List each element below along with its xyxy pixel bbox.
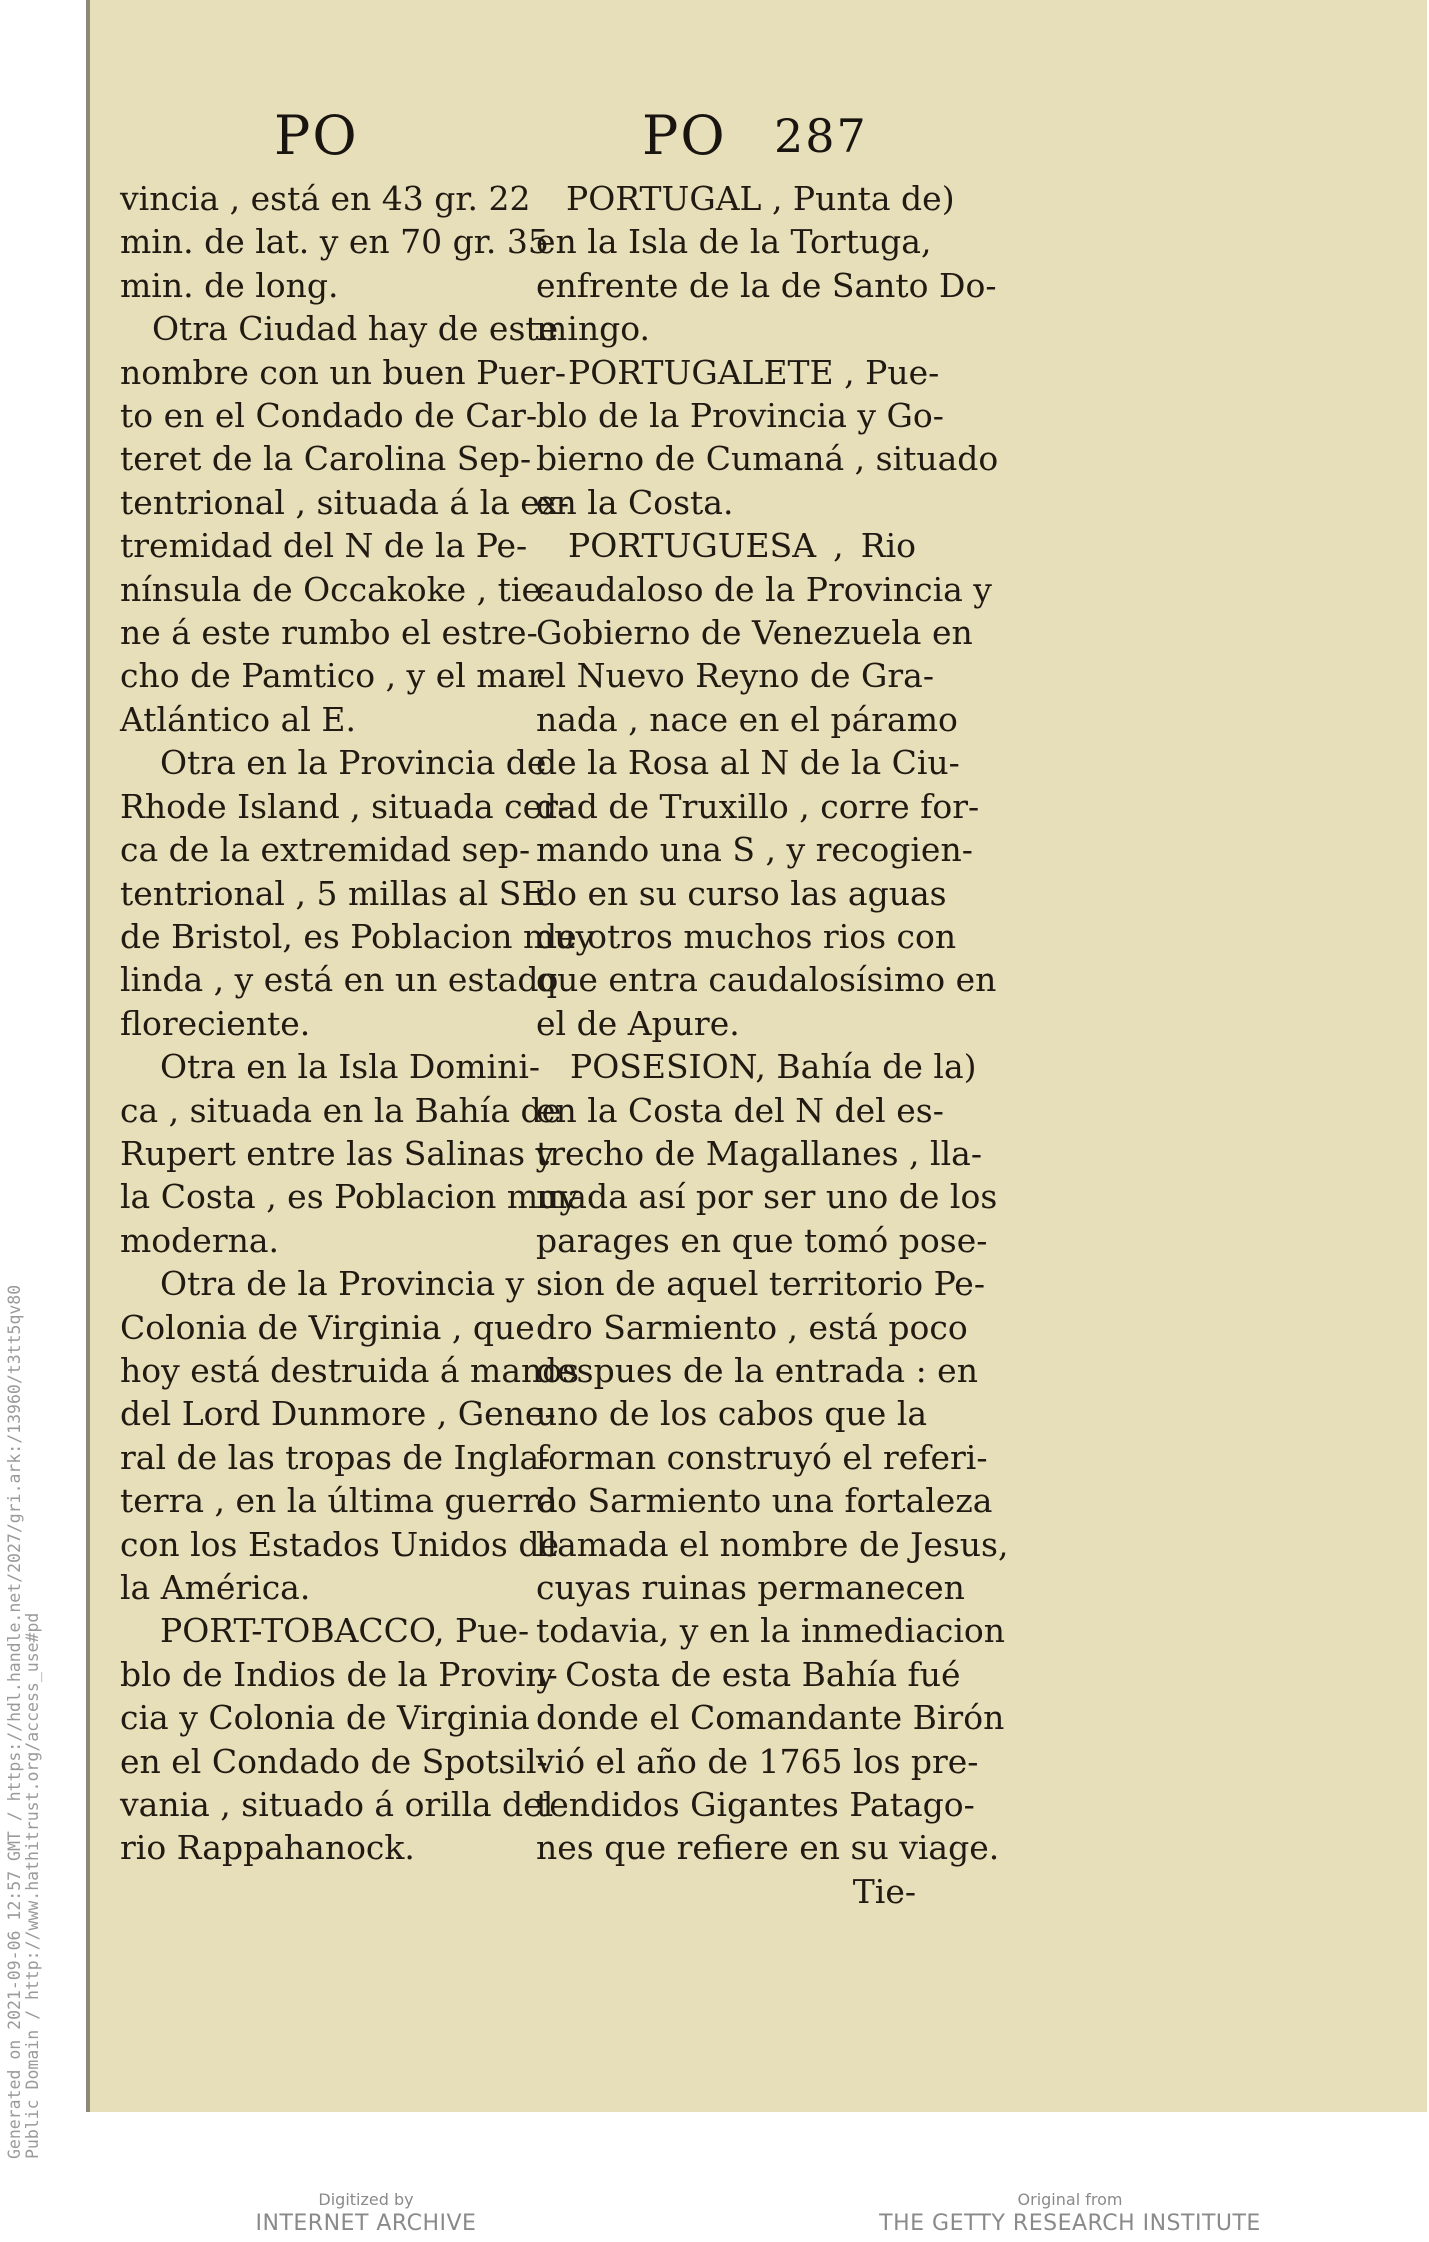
text-line: con los Estados Unidos de [120,1524,560,1564]
text-line: PORTUGAL , Punta de) [566,179,955,218]
text-line: tendidos Gigantes Patago- [536,1785,975,1825]
text-line: mingo. [536,309,651,349]
text-line: min. de long. [120,265,339,305]
text-line: llamada el nombre de Jesus, [536,1524,1009,1564]
text-line: min. de lat. y en 70 gr. 35 [120,222,549,262]
text-line: sion de aquel territorio Pe- [536,1264,985,1304]
text-line: rio Rappahanock. [120,1828,415,1868]
text-line: Rhode Island , situada cer- [120,786,570,826]
text-line: tentrional , situada á la ex- [120,482,570,522]
text-line: en la Costa. [536,482,734,522]
text-line: mando una S , y recogien- [536,830,973,870]
text-line: en la Isla de la Tortuga, [536,222,932,262]
text-line: Colonia de Virginia , que [120,1307,535,1347]
text-line: linda , y está en un estado [120,960,559,1000]
text-line: en el Condado de Spotsil- [120,1741,548,1781]
text-line: la América. [120,1568,311,1607]
catchword: Tie- [852,1871,916,1911]
text-line: floreciente. [120,1003,311,1043]
text-line: vincia , está en 43 gr. 22 [120,179,531,218]
text-line: enfrente de la de Santo Do- [536,265,997,305]
text-line: tremidad del N de la Pe- [120,526,528,566]
text-line: teret de la Carolina Sep- [120,439,532,479]
text-line: el de Apure. [536,1003,740,1043]
text-line: Gobierno de Venezuela en [536,613,973,653]
page-number: 287 [774,109,868,163]
text-line: nínsula de Occakoke , tie- [120,569,553,609]
text-line: nes que refiere en su viage. [536,1828,1000,1868]
text-line: POSESION, Bahía de la) [570,1047,977,1087]
text-line: Otra de la Provincia y [160,1264,525,1304]
rights-note: Public Domain / http://www.hathitrust.org/access_use#pd [23,1612,42,2159]
text-line: el Nuevo Reyno de Gra- [536,656,934,696]
text-line: blo de la Provincia y Go- [536,396,944,436]
text-line: de otros muchos rios con [536,916,957,956]
text-line: vió el año de 1765 los pre- [536,1741,979,1781]
footer-right [870,2190,1270,2238]
digitized-by-label: Digitized by [318,2190,414,2209]
text-line: Otra Ciudad hay de este [152,309,559,349]
text-line: todavia, y en la inmediacion [536,1611,1006,1651]
text-line: ca de la extremidad sep- [120,830,531,870]
left-running-head: PO [274,104,359,167]
text-line: ne á este rumbo el estre- [120,613,538,653]
text-line: Rupert entre las Salinas y [120,1133,555,1173]
text-line: la Costa , es Poblacion muy [120,1177,579,1217]
text-line: forman construyó el referi- [536,1437,988,1477]
right-running-head: PO [642,104,727,167]
text-line: en la Costa del N del es- [536,1090,944,1130]
text-line: bierno de Cumaná , situado [536,439,999,479]
text-line: nombre con un buen Puer- [120,352,566,392]
text-line: to en el Condado de Car- [120,396,538,436]
text-line: donde el Comandante Birón [536,1698,1005,1738]
text-line: parages en que tomó pose- [536,1220,988,1260]
margin-note [4,1085,40,2175]
text-line: de la Rosa al N de la Ciu- [536,743,960,783]
text-line: moderna. [120,1220,280,1260]
text-line: Otra en la Isla Domini- [160,1047,541,1087]
text-line: do Sarmiento una fortaleza [536,1481,993,1521]
text-line: uno de los cabos que la [536,1394,928,1434]
text-line: Otra en la Provincia de [160,743,547,783]
text-line: trecho de Magallanes , lla- [536,1133,982,1173]
text-line: PORTUGUESA , Rio [568,526,916,566]
text-line: blo de Indios de la Provin- [120,1654,558,1694]
book-page [86,0,1427,2112]
text-line: PORT-TOBACCO, Pue- [160,1611,530,1651]
text-line: mada así por ser uno de los [536,1177,998,1217]
text-line: cuyas ruinas permanecen [536,1568,965,1607]
text-line: ral de las tropas de Ingla- [120,1437,551,1477]
text-line: caudaloso de la Provincia y [536,569,992,609]
text-line: nada , nace en el páramo [536,699,958,739]
text-line: PORTUGALETE , Pue- [568,352,940,392]
internet-archive-label: INTERNET ARCHIVE [255,2211,477,2236]
text-line: do en su curso las aguas [536,873,947,913]
text-line: Atlántico al E. [120,699,356,739]
right-column [536,177,1009,1913]
generated-note: Generated on 2021-09-06 12:57 GMT / https://hdl.handle.net/2027/gri.ark:/13960/t3tt5qv80 [5,1284,24,2159]
text-line: tentrional , 5 millas al SE [120,873,546,913]
text-line: despues de la entrada : en [536,1350,978,1390]
text-line: hoy está destruida á manos [120,1350,580,1390]
text-line: ca , situada en la Bahía de [120,1090,562,1130]
text-line: vania , situado á orilla del [120,1785,554,1825]
text-line: cho de Pamtico , y el mar [120,656,544,696]
text-line: y Costa de esta Bahía fué [536,1654,961,1694]
text-line: que entra caudalosísimo en [536,960,997,1000]
footer-left [236,2190,496,2238]
text-line: del Lord Dunmore , Gene- [120,1394,556,1434]
text-line: terra , en la última guerra [120,1481,558,1521]
text-line: dro Sarmiento , está poco [536,1307,968,1347]
getty-label: THE GETTY RESEARCH INSTITUTE [879,2211,1261,2236]
text-line: de Bristol, es Poblacion muy [120,916,595,956]
text-line: dad de Truxillo , corre for- [536,786,980,826]
original-from-label: Original from [1017,2190,1123,2209]
text-line: cia y Colonia de Virginia [120,1698,530,1738]
